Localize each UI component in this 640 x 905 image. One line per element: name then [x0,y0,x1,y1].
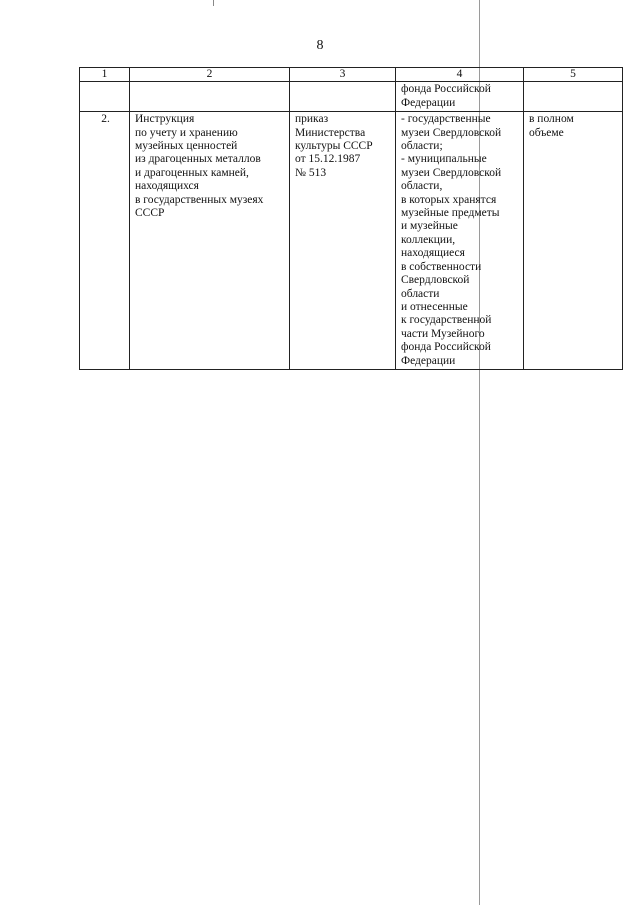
extent-cell: в полном объеме [524,112,623,370]
document-table [79,67,623,370]
scan-artifact-mark [213,0,214,6]
table-header-row [80,68,623,82]
approving-act-cell [290,82,396,112]
column-header-1: 1 [80,68,130,82]
row-number-cell [80,82,130,112]
extent-cell [524,82,623,112]
approving-act-cell: приказ Министерства культуры СССР от 15.12.1987 № 513 [290,112,396,370]
table-row [80,82,623,112]
scope-cell: фонда Российской Федерации [396,82,524,112]
row-number-cell: 2. [80,112,130,370]
page-number: 8 [316,38,324,53]
column-header-2: 2 [130,68,290,82]
column-header-3: 3 [290,68,396,82]
document-name-cell: Инструкция по учету и хранению музейных ценностей из драгоценных металлов и драгоценных камней, находящихся в государственных музеях СССР [130,112,290,370]
scope-cell: - государственные музеи Свердловской области; - муниципальные музеи Свердловской области, в которых хранятся музейные предметы и музейные коллекции, находящиеся в собственности Свердловской области и отнесенные к государственной части Музейного фонда Российской Федерации [396,112,524,370]
column-header-5: 5 [524,68,623,82]
table-row [80,112,623,370]
document-name-cell [130,82,290,112]
column-header-4: 4 [396,68,524,82]
